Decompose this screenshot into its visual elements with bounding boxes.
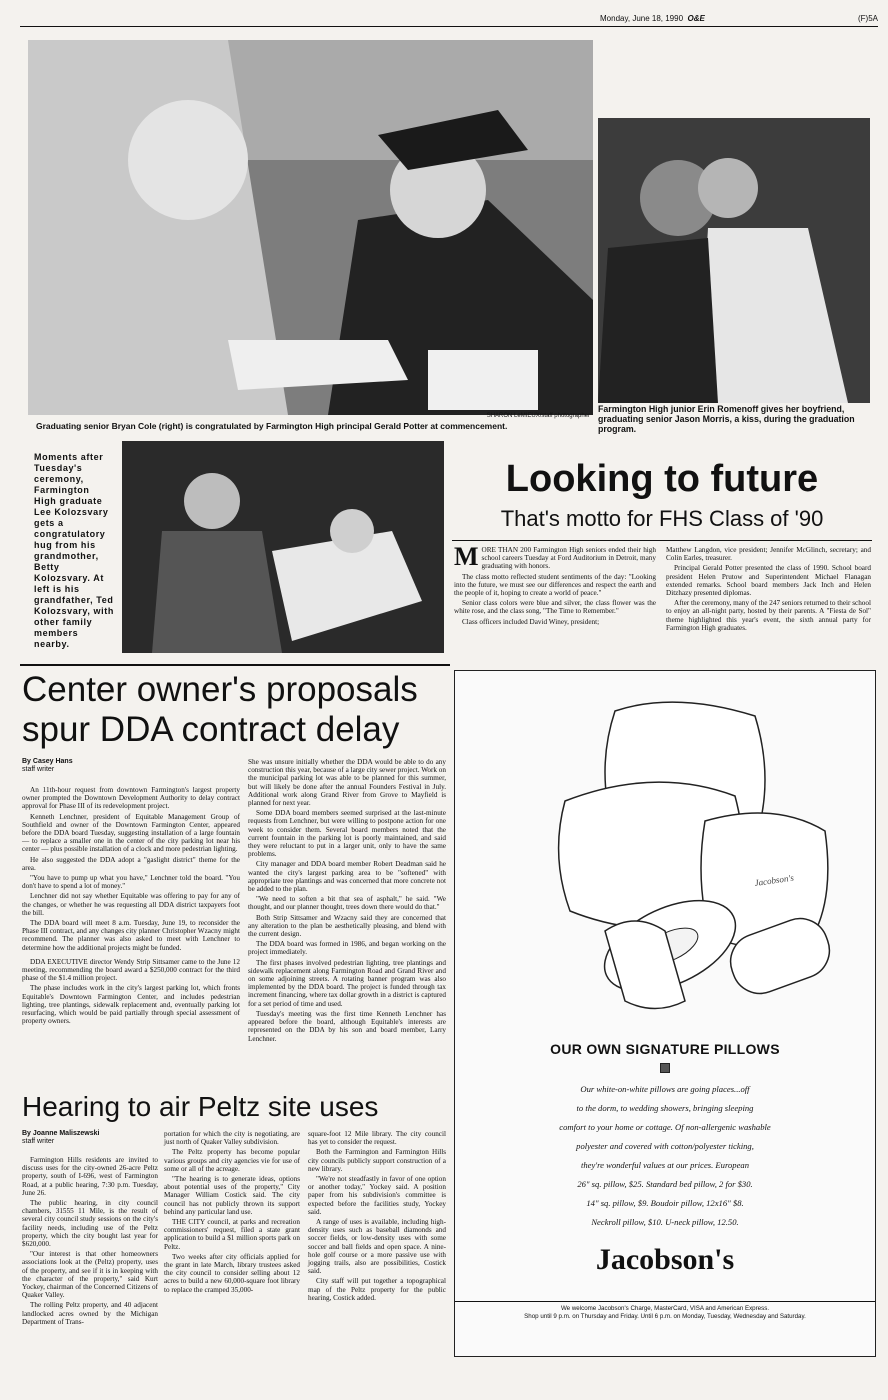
peltz-paragraph: The public hearing, in city council chambers, 31555 11 Mile, is the result of several city council study sessions on the city's facility needs, including use of the Peltz property, which the city bought last year for $620,000. xyxy=(22,1199,158,1249)
kiss-photo-caption: Farmington High junior Erin Romenoff gives her boyfriend, graduating senior Jason Morris, a kiss, during the graduation program. xyxy=(598,404,855,434)
dda-paragraph: "You have to pump up what you have," Lenchner told the board. "You don't have to spend a lot of money." xyxy=(22,874,240,891)
dda-headline-line2: spur DDA contract delay xyxy=(22,710,400,749)
page-header xyxy=(20,10,878,27)
future-paragraph: The class motto reflected student sentiments of the day: "Looking into the future, we must see our differences and respect the earth and the people of it, hoping to create a world of peace." xyxy=(454,572,656,598)
main-photo-caption: Graduating senior Bryan Cole (right) is congratulated by Farmington High principal Gerald Potter at commencement. xyxy=(36,421,508,431)
peltz-paragraph: Both the Farmington and Farmington Hills city councils publicly support construction of a new library. xyxy=(308,1148,446,1173)
future-paragraph: Principal Gerald Potter presented the class of 1990. School board president Helen Prutow and Superintendent Michael Flanagan extended remarks. School board members Jack Inch and Helen Ditzhazy presented diplomas. xyxy=(666,564,871,598)
future-story-col2 xyxy=(666,546,871,634)
future-paragraph: After the ceremony, many of the 247 seniors returned to their school to enjoy an all-night party, hosted by their parents. A "Fiesta de Sol" theme highlighted this year's event, the sixth annual party for Farmington High graduates. xyxy=(666,599,871,632)
peltz-paragraph: The Peltz property has become popular various groups and city agencies vie for use of some or all of the acreage. xyxy=(164,1148,300,1173)
dda-paragraph: DDA EXECUTIVE director Wendy Strip Sittsamer came to the June 12 meeting, recommending the board award a $250,000 contract for the third phase of the $1.4 million project. xyxy=(22,957,240,983)
page-number: (F)5A xyxy=(858,14,878,23)
dda-paragraph: The first phases involved pedestrian lighting, tree plantings and sidewalk replacement along Farmington Road and Grand River and on some adjoining streets. A rotating banner program was also implemented by the DDA board. The project is funded through tax increment financing, where tax dollar growth in a district is captured for a set period of time and used. xyxy=(248,958,446,1008)
peltz-paragraph: "The hearing is to generate ideas, options about potential uses of the property," City Manager William Costick said. The city council has not publicly thrown its support behind any particular land use. xyxy=(164,1175,300,1216)
peltz-paragraph: "Our interest is that other homeowners associations look at the (Peltz) property, uses of the property, and see if it is in keeping with the character of the property," said Kurt Yockey, chairman of the Concerned Citizens of Quaker Valley. xyxy=(22,1250,158,1300)
dda-byline xyxy=(22,758,240,774)
byline-title: staff writer xyxy=(22,1138,55,1145)
dda-paragraph: Lenchner did not say whether Equitable was offering to pay for any of the changes, or whether he was requesting all DDA district taxpayers foot the bill. xyxy=(22,892,240,917)
dda-paragraph: Some DDA board members seemed surprised at the last-minute requests from Lenchner, but were willing to postpone action for one week to consider them. Several board members noted that the current fountain in the parking lot is poorly maintained, and said they were reluctant to put in a larger unit, only to have the same problems. xyxy=(248,809,446,859)
peltz-paragraph: portation for which the city is negotiating, are just north of Quaker Valley subdivision. xyxy=(164,1130,300,1147)
peltz-paragraph: A range of uses is available, including high-density uses such as baseball diamonds and soccer fields, or low-density uses with some soccer and ball fields and open space. A nine-hole golf course or a more passive use with jogging trails, also are possibilities, Costick said. xyxy=(308,1218,446,1276)
peltz-story-col1 xyxy=(22,1130,158,1328)
ad-footer-payment: We welcome Jacobson's Charge, MasterCard, VISA and American Express. xyxy=(560,1305,770,1312)
dda-paragraph: He also suggested the DDA adopt a "gaslight district" theme for the area. xyxy=(22,855,240,872)
peltz-headline: Hearing to air Peltz site uses xyxy=(22,1091,379,1122)
dda-paragraph: City manager and DDA board member Robert Deadman said he wanted the city's largest parking area to be "softened" with appropriate tree plantings and was concerned that more concrete not be added to the plan. xyxy=(248,860,446,894)
pillow-label: Jacobson's xyxy=(753,872,795,888)
peltz-paragraph: square-foot 12 Mile library. The city council has yet to consider the request. xyxy=(308,1130,446,1147)
future-headline: Looking to future xyxy=(505,458,819,500)
peltz-paragraph: City staff will put together a topographical map of the Peltz property for the public hearing, Costick added. xyxy=(308,1277,446,1302)
future-paragraph: ORE THAN 200 Farmington High seniors ended their high school careers Tuesday at Ford Auditorium in Detroit, many graduating with honors. xyxy=(481,546,656,571)
dda-paragraph: The DDA board will meet 8 a.m. Tuesday, June 19, to reconsider the Phase III contract, and any changes city planner Christopher Wzacny might recommend. The planner was also asked to meet with Lenchner to determine how the additional projects might be funded. xyxy=(22,919,240,952)
peltz-paragraph: Farmington Hills residents are invited to discuss uses for the city-owned 26-acre Peltz property, south of I-696, west of Farmington Road, at a public hearing, 7:30 p.m. Tuesday, June 26. xyxy=(22,1156,158,1197)
dda-paragraph: Kenneth Lenchner, president of Equitable Management Group of Southfield and owner of the Downtown Farmington Center, appeared before the DDA board Tuesday, suggesting installation of a large fountain — to replace a smaller one in the center of the city parking lot near his center — plus possible installation of a clock and more pedestrian lighting. xyxy=(22,812,240,854)
graduation-handshake-photo xyxy=(28,40,593,415)
future-paragraph: Senior class colors were blue and silver, the class flower was the white rose, and the class song, "The Time to Remember." xyxy=(454,599,656,616)
peltz-paragraph: "We're not steadfastly in favor of one option or another today," Yockey said. A position paper from his subdivision's committee is expected before the facilities study, Yockey said. xyxy=(308,1175,446,1216)
peltz-story-col3 xyxy=(308,1130,446,1304)
peltz-story-col2 xyxy=(164,1130,300,1296)
peltz-byline xyxy=(22,1130,158,1146)
peltz-paragraph: The rolling Peltz property, and 40 adjacent landlocked acres owned by the Michigan Department of Trans- xyxy=(22,1301,158,1326)
section-divider xyxy=(20,664,450,666)
ad-title: OUR OWN SIGNATURE PILLOWS xyxy=(550,1041,780,1057)
ad-copy-line: they're wonderful values at our prices. European xyxy=(580,1160,750,1170)
dda-story-col2 xyxy=(248,758,446,1045)
dda-story-col1 xyxy=(22,758,240,1027)
ad-copy-line: comfort to your home or cottage. Of non-allergenic washable xyxy=(559,1122,771,1132)
ad-copy-line: 14" sq. pillow, $9. Boudoir pillow, 12x16" $8. xyxy=(586,1198,744,1208)
dda-paragraph: Tuesday's meeting was the first time Kenneth Lenchner has appeared before the board, although Equitable's interests are represented on the DDA by his son and board member, Larry Lenchner. xyxy=(248,1009,446,1043)
photo-credit: SHARON LeMIEUX/staff photographer xyxy=(486,413,590,419)
future-paragraph: Class officers included David Winey, president; xyxy=(462,617,600,626)
byline-name: By Casey Hans xyxy=(22,758,73,765)
ad-footer-hours: Shop until 9 p.m. on Thursday and Friday. Until 6 p.m. on Monday, Tuesday, Wednesday and Saturday. xyxy=(524,1313,806,1320)
dda-paragraph: An 11th-hour request from downtown Farmington's largest property owner prompted the Downtown Development Authority to delay contract approval for Phase III of its redevelopment project. xyxy=(22,786,240,811)
dda-paragraph: The phase includes work in the city's largest parking lot, which fronts Equitable's Downtown Farmington Center, and includes pedestrian lighting, tree plantings, sidewalk replacement and, eventually parking lot resurfacing, which would be paid partially through special assessment of property owners. xyxy=(22,984,240,1026)
byline-name: By Joanne Maliszewski xyxy=(22,1130,100,1137)
dda-headline-line1: Center owner's proposals xyxy=(22,670,418,709)
jacobsons-ad xyxy=(454,670,876,1357)
dda-paragraph: The DDA board was formed in 1986, and began working on the project immediately. xyxy=(248,940,446,957)
dda-paragraph: Both Strip Sittsamer and Wzacny said they are concerned that any alteration to the plan be aesthetically pleasing, and blend with the current design. xyxy=(248,913,446,939)
future-paragraph: Matthew Langdon, vice president; Jennifer McGlinch, secretary; and Colin Earles, treasurer. xyxy=(666,546,871,563)
ad-bullet xyxy=(660,1063,670,1073)
jacobsons-logo: Jacobson's xyxy=(595,1243,735,1276)
ad-copy-line: Our white-on-white pillows are going places...off xyxy=(580,1084,750,1094)
pillows-illustration xyxy=(455,671,875,1031)
ad-copy-line: 26" sq. pillow, $25. Standard bed pillow, 2 for $30. xyxy=(577,1179,753,1189)
ad-footer-rule xyxy=(455,1301,875,1302)
dda-paragraph: She was unsure initially whether the DDA would be able to do any construction this year, because of a large city sewer project. Work on the municipal parking lot was able to be planned for this summer, but will likely be done after the annual Founders Festival in July. Additional work along Grand River from Grove to Mayfield is planned for next year. xyxy=(248,758,446,808)
future-subhead: That's motto for FHS Class of '90 xyxy=(500,506,824,531)
section-name: O&E xyxy=(687,14,705,23)
graduation-hug-photo xyxy=(122,441,444,653)
byline-title: staff writer xyxy=(22,766,55,773)
ad-copy-line: to the dorm, to wedding showers, bringing sleeping xyxy=(576,1103,754,1113)
dropcap: M xyxy=(454,542,479,571)
peltz-paragraph: THE CITY council, at parks and recreation commissioners' request, filed a state grant application to build a $1 million sports park on Peltz. xyxy=(164,1218,300,1251)
graduation-kiss-photo xyxy=(598,118,870,403)
ad-copy-line: Neckroll pillow, $10. U-neck pillow, 12.50. xyxy=(591,1217,739,1227)
peltz-paragraph: Two weeks after city officials applied for the grant in late March, library trustees asked the city council to consider selling about 12 acres to build a new 60,000-square foot library to replace the cramped 35,000- xyxy=(164,1252,300,1294)
future-rule xyxy=(452,540,872,541)
issue-date: Monday, June 18, 1990 O&E xyxy=(600,14,705,23)
hug-photo-caption: Moments after Tuesday's ceremony, Farmington High graduate Lee Kolozsvary gets a congratulatory hug from his grandmother, Betty Kolozsvary. At left is his grandfather, Ted Kolozsvary, with other family members nearby. xyxy=(34,452,114,649)
future-story-col1 xyxy=(454,542,656,628)
ad-footer xyxy=(455,1305,875,1321)
ad-copy-line: polyester and covered with cotton/polyester ticking, xyxy=(576,1141,754,1151)
dda-paragraph: "We need to soften a bit that sea of asphalt," he said. "We thought, and our planner thought, trees down there would do that." xyxy=(248,895,446,912)
